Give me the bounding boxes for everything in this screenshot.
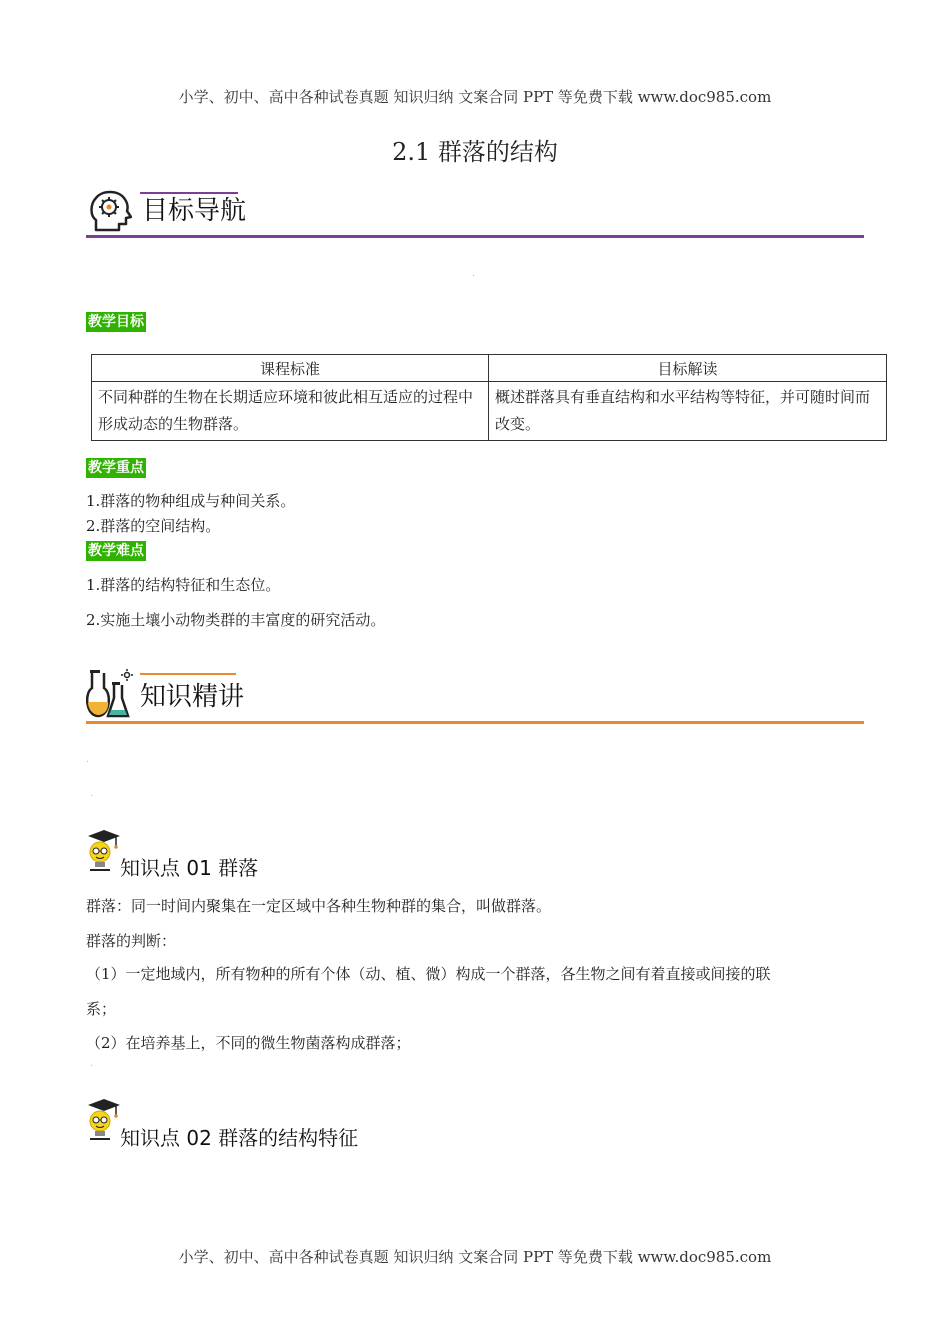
difficult-points-tag: 教学难点 xyxy=(88,543,144,559)
flask-icon xyxy=(86,668,134,720)
section-title: 知识精讲 xyxy=(140,682,245,712)
table-cell: 不同种群的生物在长期适应环境和彼此相互适应的过程中形成动态的生物群落。 xyxy=(92,382,489,441)
title-accent-line xyxy=(140,673,236,675)
section-goals-header xyxy=(86,182,864,238)
table-cell: 概述群落具有垂直结构和水平结构等特征，并可随时间而改变。 xyxy=(489,382,887,441)
key-points-tag: 教学重点 xyxy=(88,460,144,476)
paragraph-mark: . xyxy=(90,1058,94,1069)
difficult-point-item: 1.群落的结构特征和生态位。 xyxy=(86,576,281,594)
table-header-standard: 课程标准 xyxy=(92,355,489,382)
goals-table xyxy=(91,354,887,441)
paragraph-mark: . xyxy=(90,788,94,799)
paragraph: 群落的判断： xyxy=(86,932,177,950)
section-divider xyxy=(86,235,864,238)
section-knowledge-header xyxy=(86,668,864,724)
table-row xyxy=(92,382,887,441)
graduate-bulb-icon xyxy=(86,1097,122,1143)
paragraph: （2）在培养基上，不同的微生物菌落构成群落； xyxy=(86,1034,411,1052)
paragraph: （1）一定地域内，所有物种的所有个体（动、植、微）构成一个群落，各生物之间有着直接或间接的联 xyxy=(86,965,771,983)
table-header-interpretation: 目标解读 xyxy=(489,355,887,382)
head-gear-icon xyxy=(88,186,132,234)
teaching-goals-tag: 教学目标 xyxy=(88,314,144,330)
knowledge-point-title: 知识点 02 群落的结构特征 xyxy=(120,1126,359,1150)
document-title: 2.1 群落的结构 xyxy=(392,138,558,166)
goals-table-wrapper xyxy=(91,354,887,441)
difficult-point-item: 2.实施土壤小动物类群的丰富度的研究活动。 xyxy=(86,611,386,629)
paragraph: 系； xyxy=(86,1000,117,1018)
page-header: 小学、初中、高中各种试卷真题 知识归纳 文案合同 PPT 等免费下载 www.doc985.com xyxy=(178,88,772,106)
key-point-item: 1.群落的物种组成与种间关系。 xyxy=(86,492,296,510)
graduate-bulb-icon xyxy=(86,828,122,874)
knowledge-point-title: 知识点 01 群落 xyxy=(120,856,259,880)
paragraph: 群落：同一时间内聚集在一定区域中各种生物种群的集合，叫做群落。 xyxy=(86,897,552,915)
paragraph-mark: . xyxy=(86,754,90,765)
key-point-item: 2.群落的空间结构。 xyxy=(86,517,221,535)
page-footer: 小学、初中、高中各种试卷真题 知识归纳 文案合同 PPT 等免费下载 www.doc985.com xyxy=(178,1248,772,1266)
section-divider xyxy=(86,721,864,724)
paragraph-mark: . xyxy=(472,268,476,279)
section-title: 目标导航 xyxy=(142,196,247,226)
